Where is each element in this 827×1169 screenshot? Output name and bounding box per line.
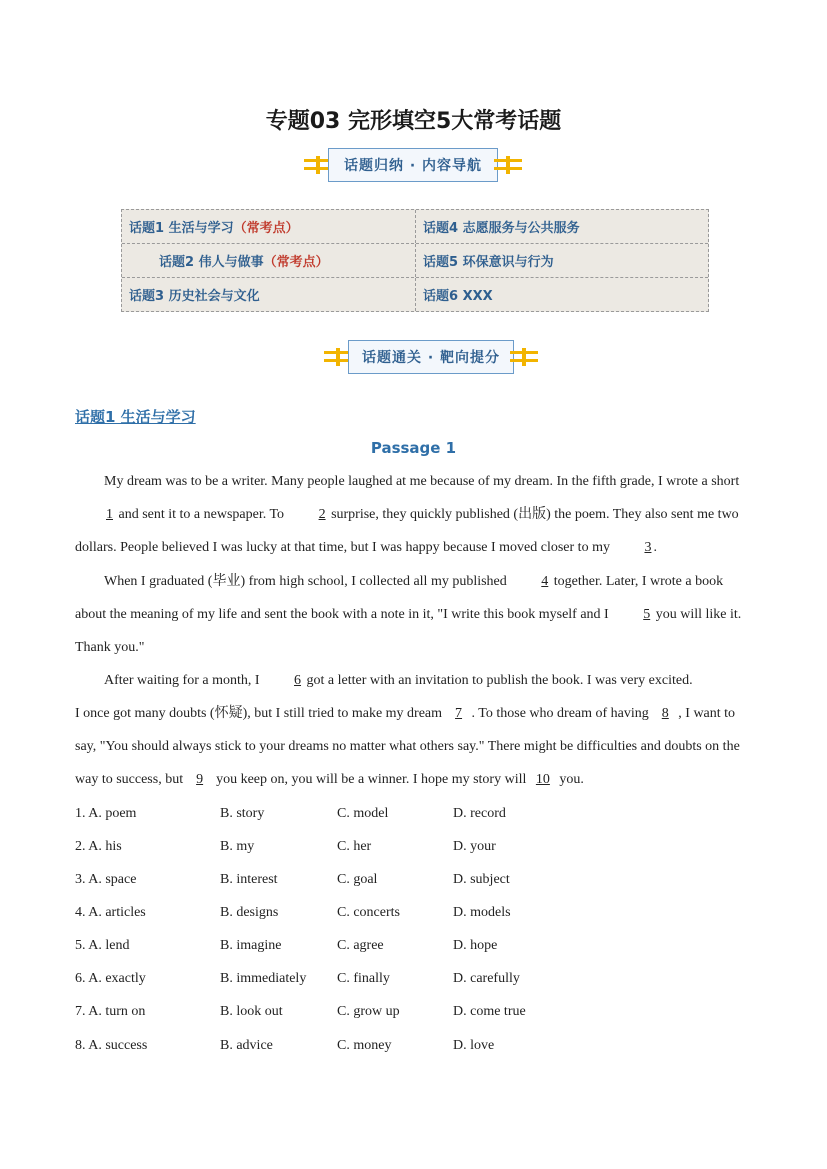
bracket-icon xyxy=(510,348,538,366)
paragraph-2: When I graduated (毕业) from high school, I collected all my published 4 together. Later, I wrote a book about the meaning of my life and sent the book with a note in it, "I write this book myself and I 5 you will like it. Thank you." xyxy=(75,574,742,655)
paragraph-1: My dream was to be a writer. Many people laughed at me because of my dream. In the fifth grade, I wrote a short 1 and sent it to a newspaper. To 2 surprise, they quickly published (出版) the poem. They also sent me two dollars. People believed I was lucky at that time, but I was happy because I moved closer to my 3 . xyxy=(75,474,740,555)
topic-3: 话题3 历史社会与文化 xyxy=(129,289,260,304)
paragraph-4: I once got many doubts (怀疑), but I still tried to make my dream 7 . To those who dream of having 8 , I want to say, "You should always stick to your dreams no matter what others say." There might be difficulties and doubts on the way to success, but 9 you keep on, you will be a winner. I hope my story will 10 you. xyxy=(75,706,740,787)
nav-banner-label: 话题归纳 · 内容导航 xyxy=(328,148,498,182)
topic-2: 话题2 伟人与做事 （常考点） xyxy=(159,255,329,270)
section-heading: 话题1 生活与学习 xyxy=(75,408,196,426)
passage-title: Passage 1 xyxy=(370,439,457,457)
paragraph-3: After waiting for a month, I 6 got a letter with an invitation to publish the book. I was very excited. xyxy=(104,673,693,688)
practice-banner-label: 话题通关 · 靶向提分 xyxy=(348,340,514,374)
bracket-icon xyxy=(494,156,522,174)
nav-banner xyxy=(304,148,522,182)
topic-5: 话题5 环保意识与行为 xyxy=(415,244,708,277)
practice-banner xyxy=(324,340,538,374)
topic-table xyxy=(121,209,709,312)
topic-1: 话题1 生活与学习 （常考点） xyxy=(129,221,299,236)
topic-6: 话题6 XXX xyxy=(415,278,708,311)
page-title: 专题03 完形填空5大常考话题 xyxy=(265,109,562,134)
topic-4: 话题4 志愿服务与公共服务 xyxy=(415,210,708,243)
